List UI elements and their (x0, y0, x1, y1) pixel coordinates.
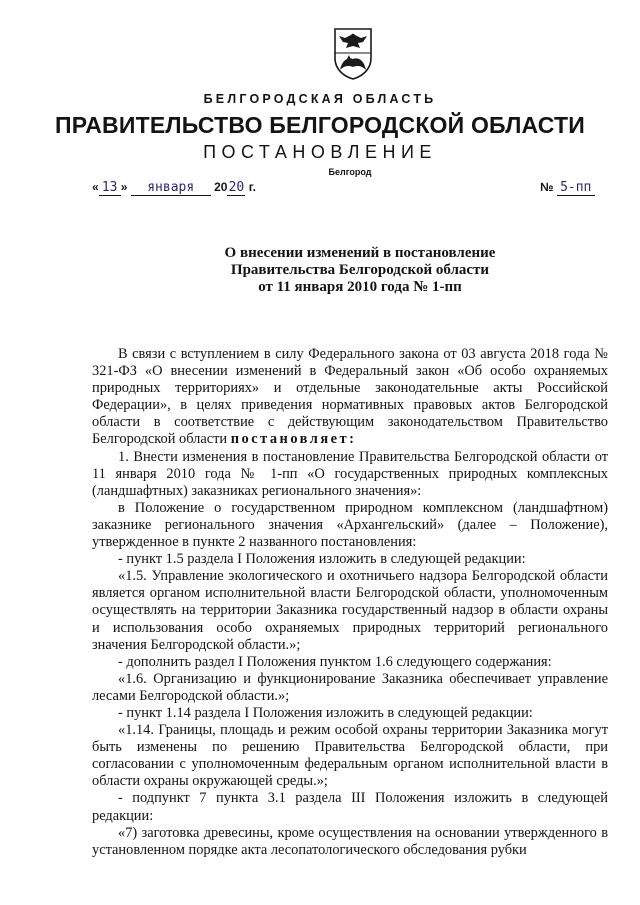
date-close-quote: » (120, 180, 128, 194)
belgorod-coat-of-arms-icon (332, 26, 374, 80)
body-paragraph: в Положение о государственном природном комплексном (ландшафтном) заказнике регионального значения «Архангельский» (далее – Положение), утвержденное в пункте 2 названного постановления: (92, 499, 608, 551)
decree-verb: постановляет: (230, 431, 357, 448)
title-line: Правительства Белгородской области (230, 262, 490, 278)
region-name: БЕЛГОРОДСКАЯ ОБЛАСТЬ (203, 92, 437, 106)
decree-date (92, 180, 256, 196)
body-paragraph: «1.6. Организацию и функционирование Заказника обеспечивает управление лесами Белгородской области.»; (92, 670, 608, 704)
number-label: № (540, 180, 554, 194)
date-open-quote: « (92, 180, 99, 194)
city-name: Белгород (328, 167, 372, 177)
body-paragraph: «7) заготовка древесины, кроме осуществления на основании утвержденного в установленном порядке акта лесопатологического обследования рубки (92, 824, 608, 858)
title-line: О внесении изменений в постановление (224, 245, 496, 261)
decree-number (540, 180, 595, 196)
number-value: 5-пп (557, 180, 595, 196)
body-paragraph: «1.14. Границы, площадь и режим особой охраны территории Заказника могут быть изменены по решению Правительства Белгородской области, при согласовании с уполномоченным федеральным органом исполнительной власти в области охраны окружающей среды.»; (92, 722, 608, 790)
decree-type: ПОСТАНОВЛЕНИЕ (203, 142, 437, 162)
body-paragraph: - подпункт 7 пункта 3.1 раздела III Положения изложить в следующей редакции: (92, 790, 608, 824)
date-year-suffix: 20 (228, 180, 245, 195)
body-paragraph: - дополнить раздел I Положения пунктом 1.6 следующего содержания: (118, 653, 552, 670)
body-paragraph: «1.5. Управление экологического и охотничьего надзора Белгородской области является органом исполнительной власти Белгородской области, уполномоченным осуществлять на территории Заказника государственный надзор в области охраны и использования особо охраняемых природных территорий регионального значения Белгородской области.»; (92, 568, 608, 653)
date-month: января (131, 180, 211, 196)
document-title (0, 245, 640, 296)
body-paragraph: - пункт 1.5 раздела I Положения изложить в следующей редакции: (118, 551, 526, 568)
document-body (92, 346, 608, 859)
preamble-text: В связи с вступлением в силу Федерального закона от 03 августа 2018 года № 321-ФЗ «О внесении изменений в Федеральный закон «Об особо охраняемых природных территориях» и отдельные законодательные акты Российской Федерации», в целях приведения нормативных правовых актов Белгородской области в соответствие с действующим законодательством Правительство Белгородской области (92, 346, 608, 448)
date-year-abbr: г. (248, 180, 256, 194)
government-name: ПРАВИТЕЛЬСТВО БЕЛГОРОДСКОЙ ОБЛАСТИ (54, 112, 586, 138)
date-year-prefix: 20 (214, 180, 228, 194)
date-day: 13 (99, 180, 121, 196)
body-paragraph: - пункт 1.14 раздела I Положения изложить в следующей редакции: (118, 704, 533, 721)
preamble-paragraph (92, 346, 608, 449)
body-paragraph: 1. Внести изменения в постановление Правительства Белгородской области от 11 января 2010 года № 1-пп «О государственных природных комплексных (ландшафтных) заказниках регионального значения»: (92, 448, 608, 499)
title-line: от 11 января 2010 года № 1-пп (258, 279, 462, 295)
